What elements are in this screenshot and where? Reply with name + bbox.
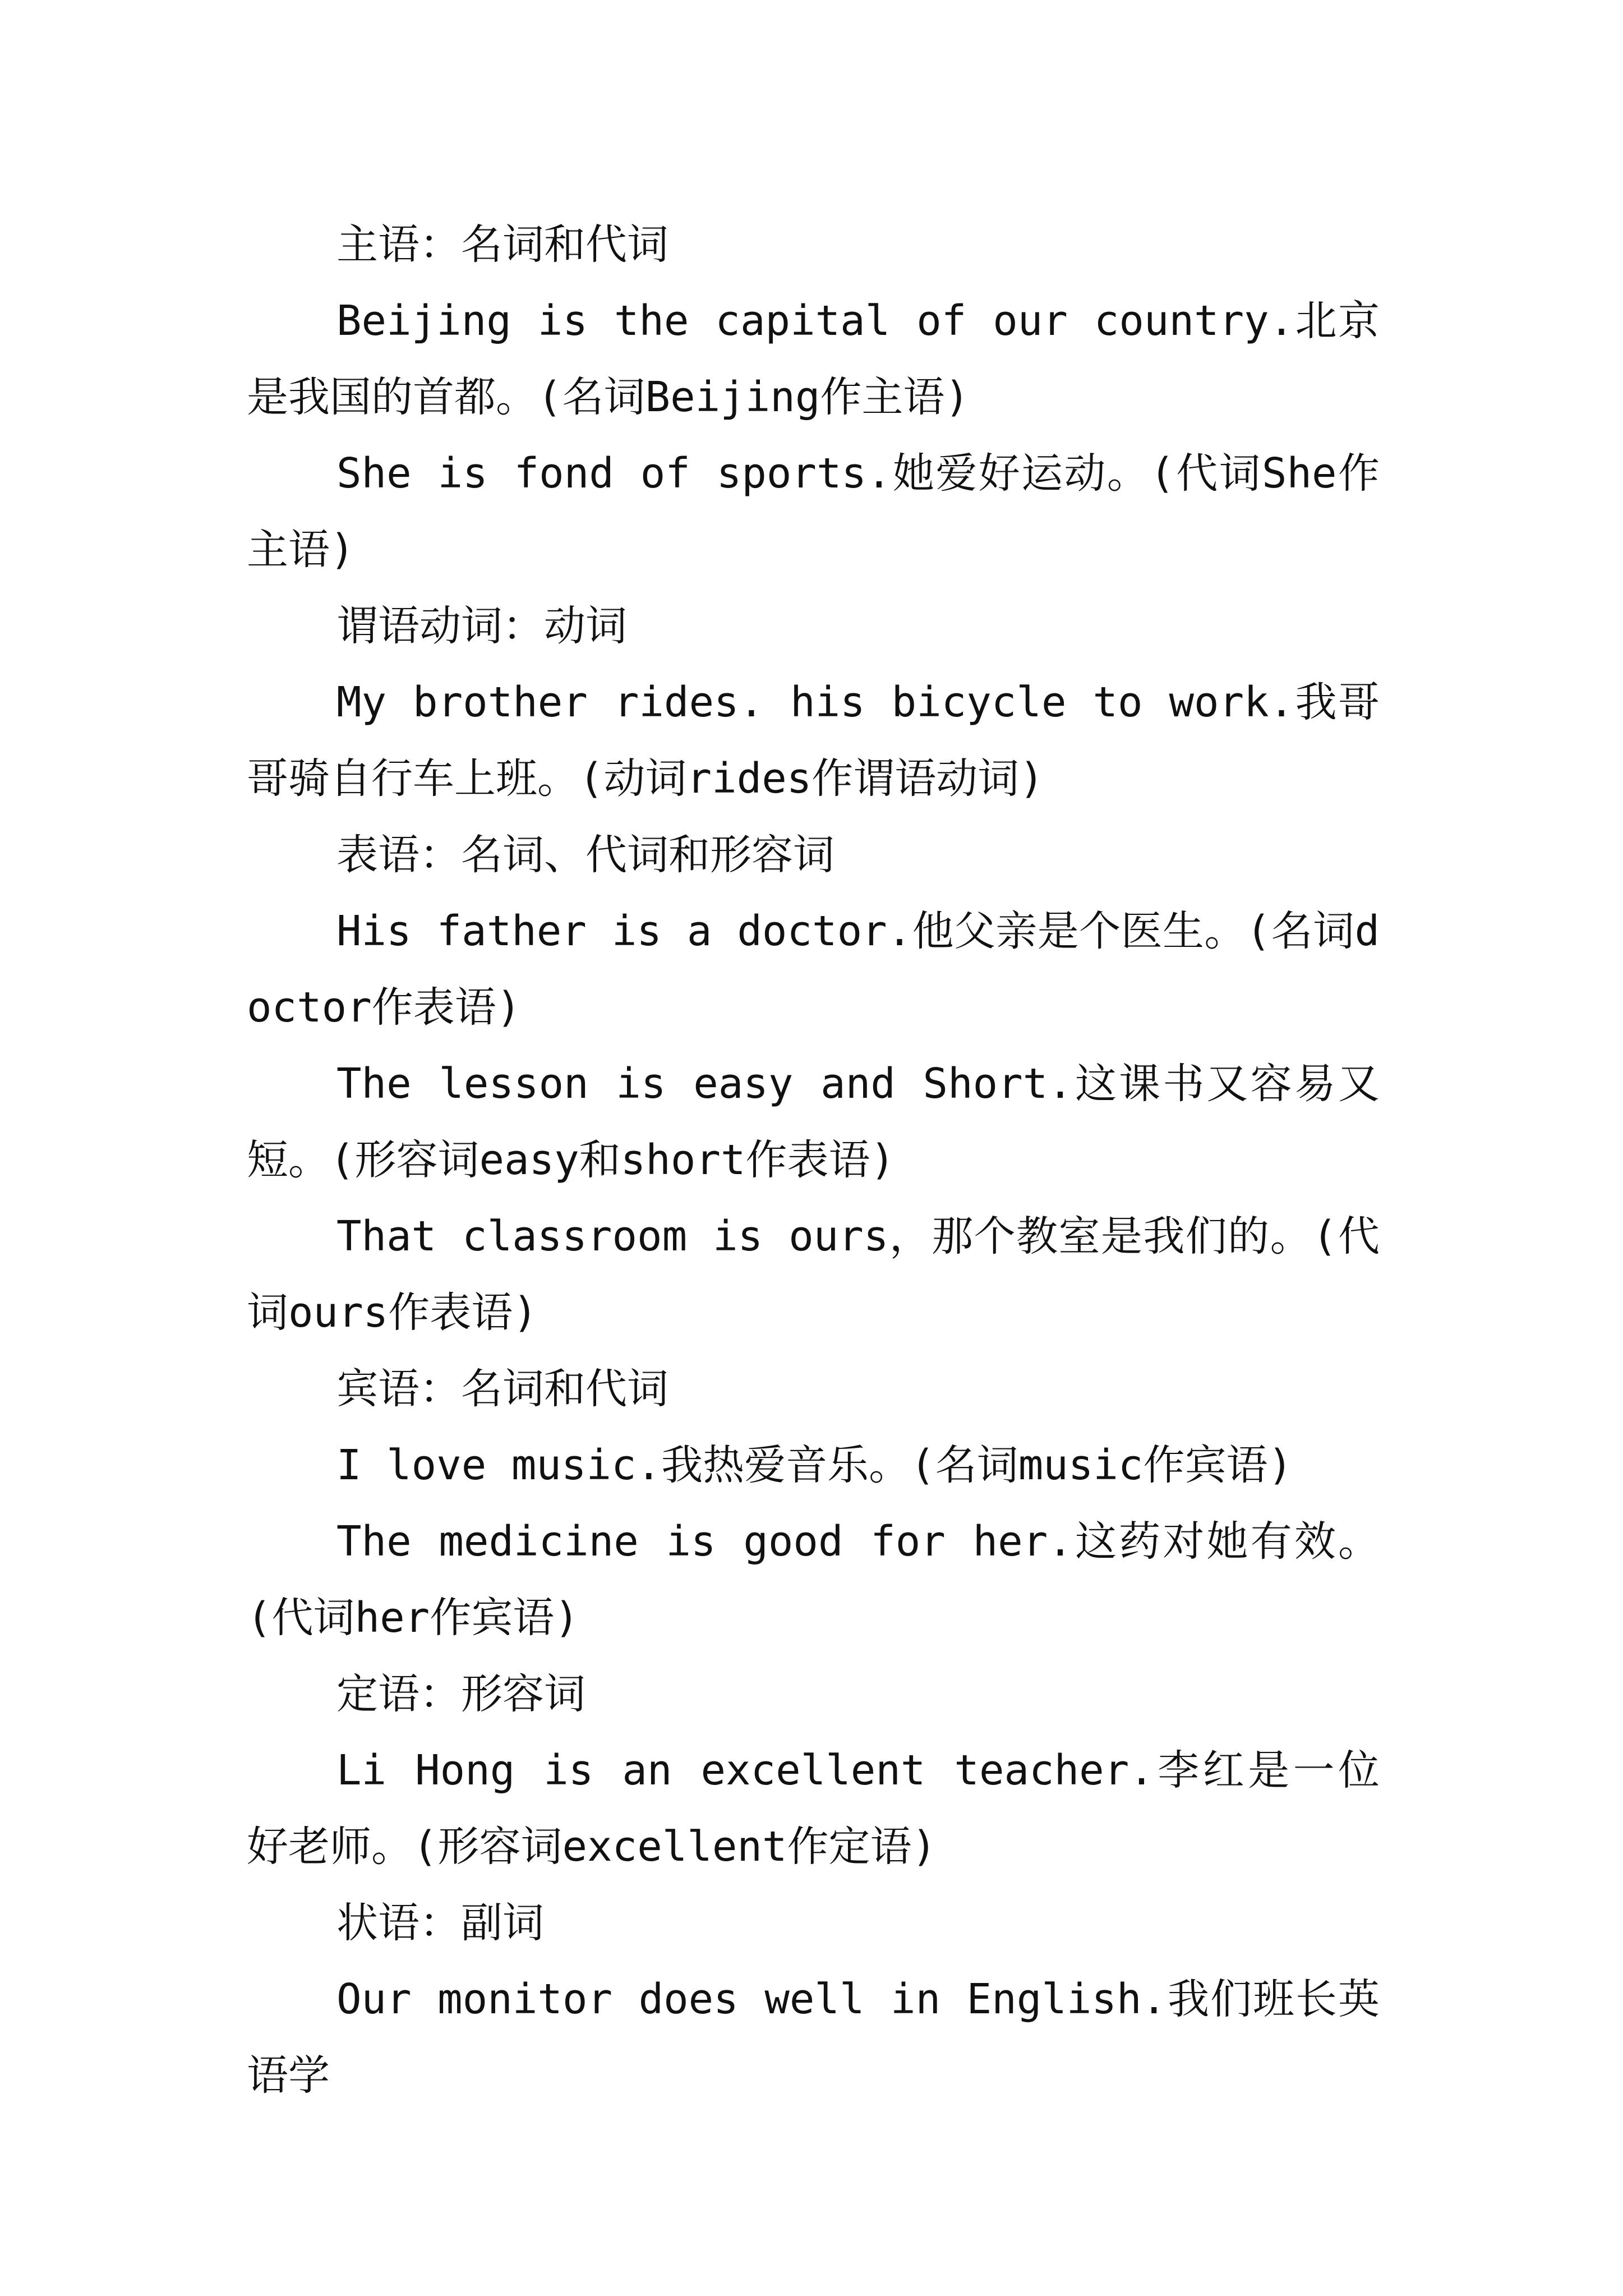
example-paragraph: The lesson is easy and Short.这课书又容易又短。(形容词easy和short作表语)	[247, 1060, 1380, 1184]
example-paragraph: Li Hong is an excellent teacher.李红是一位好老师。(形容词excellent作定语)	[247, 1746, 1380, 1871]
example-paragraph: That classroom is ours，那个教室是我们的。(代词ours作表语)	[247, 1212, 1380, 1337]
document-body	[247, 206, 1380, 2114]
example-paragraph: The medicine is good for her.这药对她有效。(代词her作宾语)	[247, 1517, 1380, 1642]
example-paragraph: Beijing is the capital of our country.北京是我国的首都。(名词Beijing作主语)	[247, 297, 1380, 421]
heading-subject: 主语：名词和代词	[336, 220, 668, 269]
heading-adverbial: 状语：副词	[336, 1899, 544, 1947]
example-paragraph: My brother rides. his bicycle to work.我哥哥骑自行车上班。(动词rides作谓语动词)	[247, 678, 1380, 803]
heading-object: 宾语：名词和代词	[336, 1365, 668, 1413]
heading-predicative: 表语：名词、代词和形容词	[336, 831, 834, 879]
example-paragraph: I love music.我热爱音乐。(名词music作宾语)	[336, 1441, 1293, 1489]
example-paragraph: His father is a doctor.他父亲是个医生。(名词doctor作表语)	[247, 907, 1380, 1032]
heading-attributive: 定语：形容词	[336, 1670, 585, 1718]
example-paragraph: She is fond of sports.她爱好运动。(代词She作主语)	[247, 449, 1380, 574]
heading-predicate: 谓语动词：动词	[336, 602, 627, 650]
example-paragraph: Our monitor does well in English.我们班长英语学	[247, 1975, 1380, 2100]
